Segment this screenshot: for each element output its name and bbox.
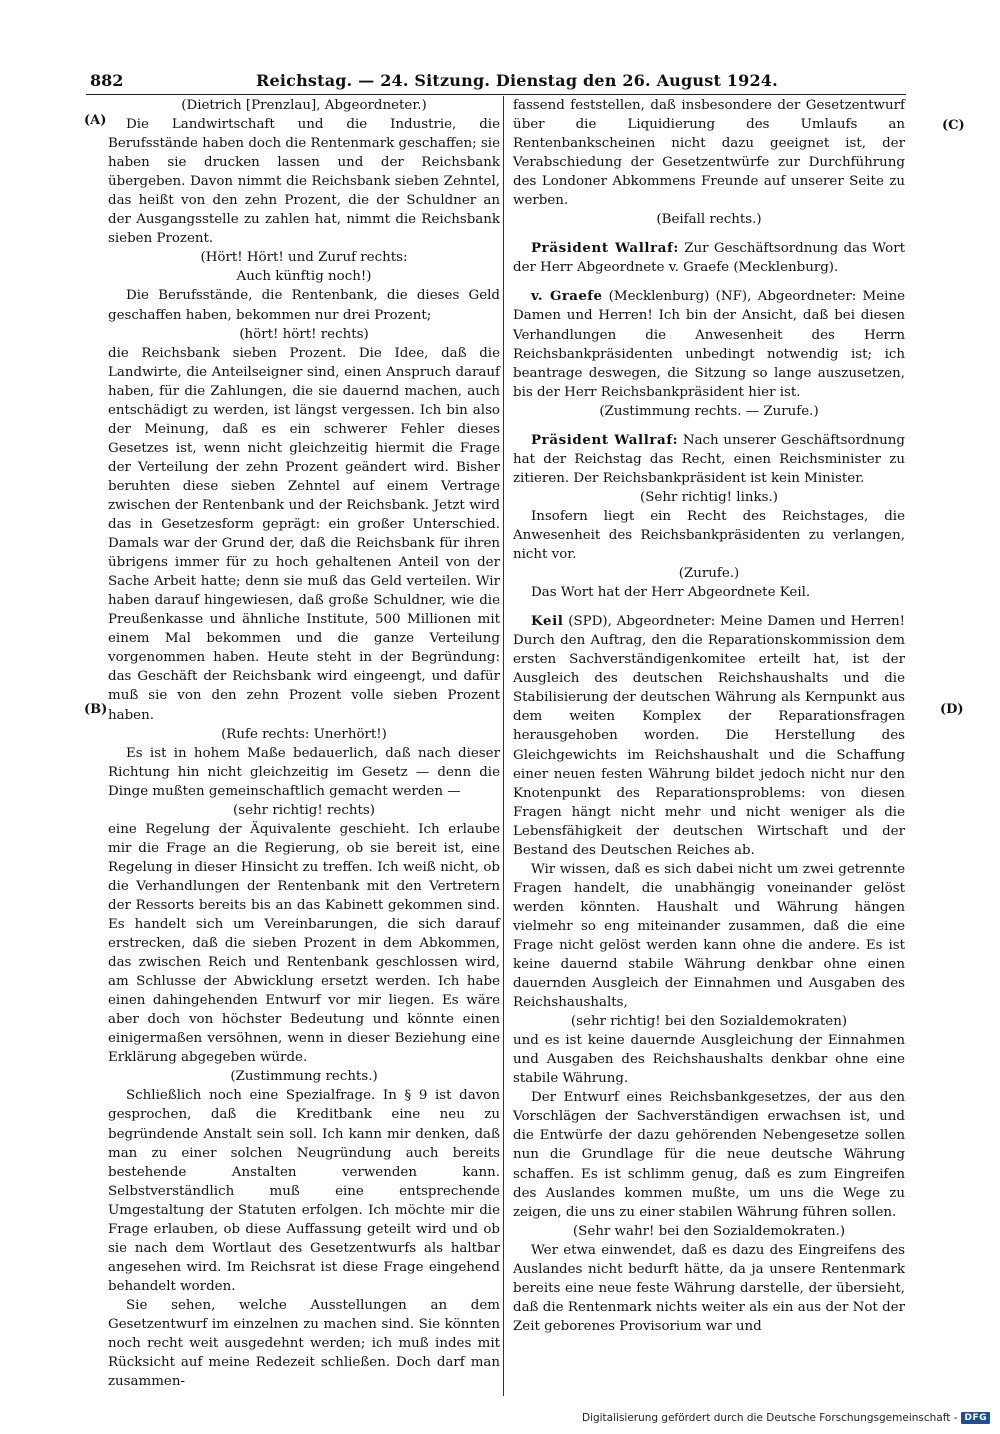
speaker-name: Präsident Wallraf: [531, 240, 679, 257]
column-divider [503, 96, 504, 1396]
paragraph: Das Wort hat der Herr Abgeordnete Keil. [531, 585, 811, 601]
paragraph: und es ist keine dauernde Ausgleichung der Einnahmen und Ausgaben des Reichshaushalts denkbar ohne eine stabile Währung. [513, 1033, 905, 1087]
paragraph: Es ist in hohem Maße bedauerlich, daß nach dieser Richtung hin nicht gleichzeitig im Gesetz — denn die Dinge mußten gemeinschaftlich gemacht werden — [108, 745, 500, 799]
speaker-name: v. Graefe [531, 288, 603, 305]
interjection: (Zustimmung rechts. — Zurufe.) [599, 403, 819, 419]
page-header [86, 64, 906, 95]
page-number: 882 [90, 71, 124, 90]
paragraph: Der Entwurf eines Reichsbankgesetzes, der aus den Vorschlägen der Sachverständigen erwachsen ist, und die Entwürfe der dazu gehörenden Nebengesetze sollen nun die Grundlage für die neue deutsche Währung schaffen. Es ist schlimm genug, daß es zum Eingreifen des Auslandes kommen mußte, um uns die Wege zu zeigen, die uns zu einer stabilen Währung führen sollen. [513, 1090, 905, 1220]
interjection: Auch künftig noch!) [236, 269, 372, 285]
speaker-name: Präsident Wallraf: [531, 431, 679, 448]
paragraph: Wer etwa einwendet, daß es dazu des Eingreifens des Auslandes nicht bedurft hätte, da ja unsere Rentenmark bereits eine neue feste Währung darstelle, der übersieht, daß die Rentenmark nichts weiter als ein aus der Not der Zeit geborenes Provisorium war und [513, 1242, 905, 1334]
interjection: (sehr richtig! rechts) [233, 802, 375, 818]
footer-text: Digitalisierung gefördert durch die Deutsche Forschungsgemeinschaft - [581, 1412, 958, 1424]
interjection: (Beifall rechts.) [656, 212, 762, 228]
speaker-block [513, 431, 905, 488]
interjection: (Zustimmung rechts.) [230, 1069, 378, 1085]
margin-marker-d: (D) [940, 702, 964, 717]
interjection: (hört! hört! rechts) [239, 326, 369, 342]
margin-marker-a: (A) [84, 113, 107, 128]
interjection: (Sehr richtig! links.) [640, 489, 778, 505]
interjection: (sehr richtig! bei den Sozialdemokraten) [570, 1014, 848, 1030]
speaker-text: (SPD), Abgeordneter: Meine Damen und Herren! Durch den Auftrag, den die Reparationskommission dem ersten Sachverständigenkomitee erteilt hat, ist der Ausgleich des deutschen Reichshaushalts und die Stabilisierung der deutschen Währung als Kernpunkt aus dem weiten Komplex der Reparationsfragen herausgehoben worden. Die Herstellung des Gleichgewichts im Reichshaushalt und die Schaffung einer neuen festen Währung bildet jedoch nicht nur den Knotenpunkt des Reparationsproblems: von diesen Fragen hängt nicht mehr und nicht weniger als die Lebensfähigkeit der deutschen Wirtschaft und der Bestand des Deutschen Reiches ab. [513, 614, 905, 858]
paragraph: Sie sehen, welche Ausstellungen an dem Gesetzentwurf im einzelnen zu machen sind. Sie könnten noch recht weit ausgedehnt werden; ich muß indes mit Rücksicht auf meine Redezeit schließen. Doch darf man zusammen- [108, 1297, 500, 1390]
speaker-text: Zur Geschäftsordnung das Wort der Herr Abgeordnete v. Graefe (Mecklenburg). [513, 241, 905, 276]
speaker-text: Nach unserer Geschäftsordnung hat der Reichstag das Recht, einen Reichsminister zu zitieren. Der Reichsbankpräsident ist kein Minister. [513, 432, 906, 486]
interjection: (Sehr wahr! bei den Sozialdemokraten.) [572, 1223, 846, 1239]
right-column [513, 96, 905, 1336]
speaker-block [513, 287, 905, 401]
interjection: (Zurufe.) [678, 566, 740, 582]
paragraph: Wir wissen, daß es sich dabei nicht um zwei getrennte Fragen handelt, die unabhängig voneinander gelöst werden könnten. Haushalt und Währung hängen vielmehr so eng miteinander zusammen, daß die eine Frage nicht gelöst werden kann ohne die andere. Es ist keine dauernd stabile Währung denkbar ohne einen dauernden Ausgleich der Einnahmen und Ausgaben des Reichshaushalts, [513, 861, 905, 1011]
paragraph: die Reichsbank sieben Prozent. Die Idee, daß die Landwirte, die Anteilseigner sind, einen Anspruch darauf haben, für die Zahlungen, die sie dauernd machen, auch entschädigt zu werden, ist längst vergessen. Ich bin also der Meinung, daß es ein schwerer Fehler dieses Gesetzes ist, wenn nicht gleichzeitig hiermit die Frage der Verteilung der zehn Prozent geändert wird. Bisher beruhten diese sieben Zehntel auf einem Vertrage zwischen der Rentenbank und der Reichsbank. Jetzt wird das in Gesetzesform geprägt: ein großer Unterschied. Damals war der Grund der, daß die Reichsbank für ihren übrigens immer für zu hoch gehaltenen Anteil von der Sache Arbeit hatte; denn sie muß das Geld verteilen. Wir haben darauf hingewiesen, daß große Schuldner, wie die Preußenkasse und ähnliche Institute, 500 Millionen mit einem Mal bekommen und die ganze Verteilung vorgenommen haben. Heute steht in der Begründung: das Geschäft der Reichsbank wird eingeengt, und dafür muß sie von den zehn Prozent volle sieben Prozent haben. [108, 345, 500, 723]
paragraph: Schließlich noch eine Spezialfrage. In § 9 ist davon gesprochen, daß die Kreditbank eine neu zu begründende Anstalt sein soll. Ich kann mir denken, daß man zu einer solchen Neugründung auch bereits bestehende Anstalten verwenden kann. Selbstverständlich muß eine entsprechende Umgestaltung der Statuten erfolgen. Ich möchte mir die Frage erlauben, ob diese Auffassung geteilt wird und ob sie nach dem Wortlaut des Gesetzentwurfs als haltbar angesehen wird. Im Reichsrat ist diese Frage eingehend behandelt worden. [108, 1088, 500, 1294]
interjection: (Hört! Hört! und Zuruf rechts: [200, 250, 408, 266]
margin-marker-c: (C) [942, 118, 965, 133]
paragraph: Die Berufsstände, die Rentenbank, die dieses Geld geschaffen haben, bekommen nur drei Prozent; [108, 288, 500, 323]
running-title: Reichstag. — 24. Sitzung. Dienstag den 26. August 1924. [256, 71, 778, 90]
paragraph: Insofern liegt ein Recht des Reichstages, die Anwesenheit des Reichsbankpräsidenten zu verlangen, nicht vor. [513, 508, 905, 563]
speaker-text: (Mecklenburg) (NF), Abgeordneter: Meine Damen und Herren! Ich bin der Ansicht, daß bei diesen Verhandlungen die Anwesenheit des Herrn Reichsbankpräsidenten unbedingt notwendig ist; ich beantrage deswegen, die Sitzung so lange auszusetzen, bis der Herr Reichsbankpräsident hier ist. [513, 289, 905, 400]
speaker-name: Keil [531, 613, 564, 630]
interjection: (Rufe rechts: Unerhört!) [221, 726, 387, 742]
paragraph: eine Regelung der Äquivalente geschieht. Ich erlaube mir die Frage an die Regierung, ob sie bereit ist, eine Regelung in dieser Hinsicht zu treffen. Ich weiß nicht, ob die Verhandlungen der Rentenbank mit den Vertretern der Ressorts bereits bis an das Kabinett gekommen sind. Es handelt sich um Vereinbarungen, die sich darauf erstrecken, daß die sieben Prozent in dem Abkommen, das zwischen Reich und Rentenbank geschlossen wird, am Schlusse der Abwicklung ersetzt werden. Ich habe einen dahingehenden Entwurf vor mir liegen. Es wäre aber doch von höchster Bedeutung und könnte einen einigermaßen versöhnen, wenn in dieser Beziehung eine Erklärung abgegeben würde. [108, 821, 500, 1066]
margin-marker-b: (B) [84, 702, 108, 717]
paragraph: fassend feststellen, daß insbesondere der Gesetzentwurf über die Liquidierung des Umlaufs an Rentenbankscheinen nicht dazu geeignet ist, der Verabschiedung der Gesetzentwürfe zur Durchführung des Londoner Abkommens Freunde auf unserer Seite zu werben. [513, 98, 905, 209]
speaker-block [513, 239, 905, 277]
paragraph: Die Landwirtschaft und die Industrie, die Berufsstände haben doch die Rentenmark geschaffen; sie haben sie drucken lassen und der Reichsbank übergeben. Davon nimmt die Reichsbank sieben Zehntel, das heißt von den zehn Prozent, die der Schuldner an der Ausgangsstelle zu zahlen hat, nimmt die Reichsbank sieben Prozent. [108, 117, 500, 247]
speaker-note: (Dietrich [Prenzlau], Abgeordneter.) [181, 98, 427, 113]
dfg-logo: DFG [961, 1412, 990, 1424]
speaker-block [513, 612, 905, 860]
left-column [108, 96, 500, 1391]
digitization-footer [582, 1412, 990, 1424]
